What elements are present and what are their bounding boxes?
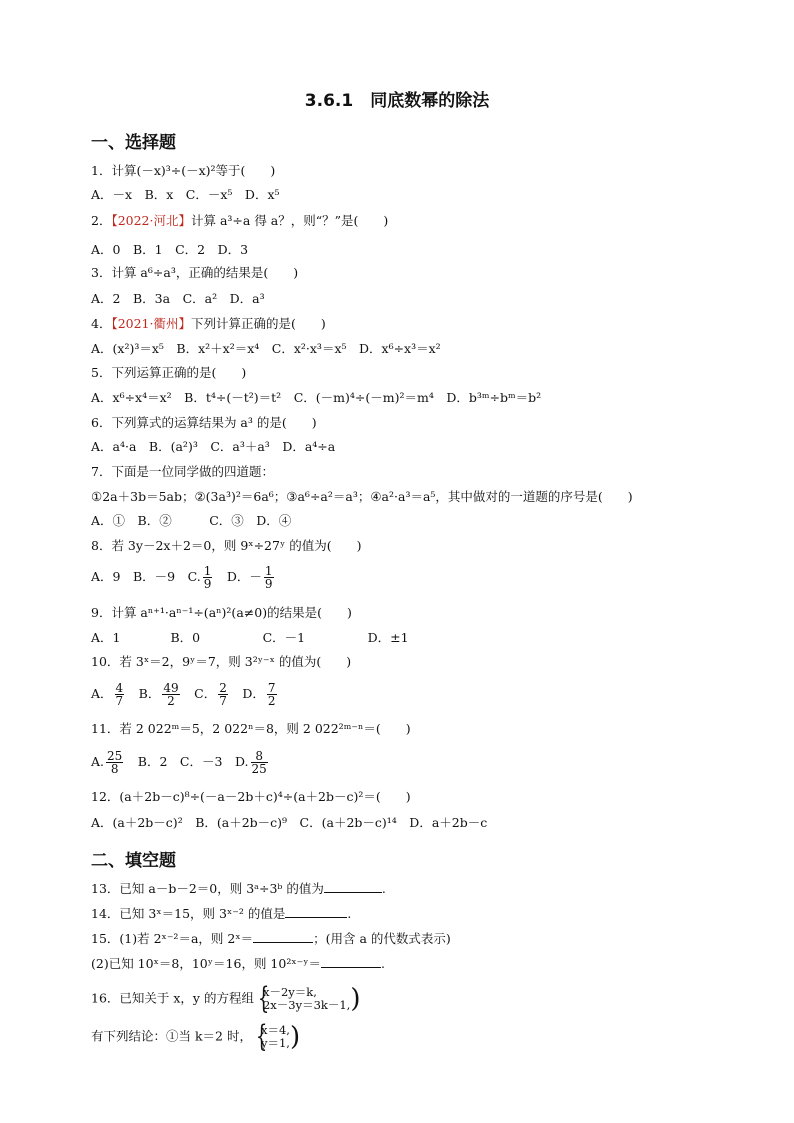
question-10: 10．若 3ˣ＝2，9ʸ＝7，则 3²ʸ⁻ˣ 的值为( ) <box>91 654 352 669</box>
fraction: $\frac{2}{7}$ <box>219 681 227 708</box>
question-15 <box>91 930 451 947</box>
equation-line: x＝4, <box>260 1023 290 1037</box>
section-heading-fill: 二、填空题 <box>91 851 176 871</box>
question-11-options <box>91 750 270 775</box>
question-8-options <box>91 565 276 590</box>
period: . <box>381 881 386 896</box>
question-1-options: A．－x B．x C．－x⁵ D．x⁵ <box>91 187 280 202</box>
close-paren: ) <box>289 1022 301 1052</box>
fraction: $\frac{1}{9}$ <box>264 564 273 591</box>
option-label: B． <box>126 686 161 701</box>
question-10-options <box>91 682 279 707</box>
fraction: $\frac{4}{7}$ <box>115 681 124 708</box>
question-5-options: A．x⁶÷x⁴＝x² B．t⁴÷(－t²)＝t² C．(－m)⁴÷(－m)²＝m⁴ D．b³ᵐ÷bᵐ＝b² <box>91 390 542 405</box>
question-4 <box>91 316 326 332</box>
option-label: C． <box>181 686 217 701</box>
question-2 <box>91 213 388 229</box>
answer-blank[interactable] <box>253 930 313 943</box>
question-16-text: 16．已知关于 x，y 的方程组 <box>91 990 254 1006</box>
question-2-options: A．0 B．1 C．2 D．3 <box>91 242 249 257</box>
question-15-part2-text: (2)已知 10ˣ＝8，10ʸ＝16，则 10²ˣ⁻ʸ＝ <box>91 956 322 971</box>
option-label: B．2 C．－3 D. <box>125 754 249 769</box>
question-14 <box>91 905 351 922</box>
question-13 <box>91 880 386 897</box>
equation-system <box>254 981 351 1016</box>
question-7-options: A．① B．② C．③ D．④ <box>91 513 292 528</box>
question-2-number: 2． <box>91 213 112 228</box>
fraction: $\frac{49}{2}$ <box>163 681 179 708</box>
section-heading-choice: 一、选择题 <box>91 133 176 153</box>
question-4-number: 4． <box>91 316 112 331</box>
question-12: 12．(a＋2b－c)⁸÷(－a－2b＋c)⁴÷(a＋2b－c)²＝( ) <box>91 789 411 804</box>
fraction: $\frac{25}{8}$ <box>107 749 123 776</box>
question-6-options: A．a⁴·a B．(a²)³ C．a³＋a³ D．a⁴÷a <box>91 439 336 454</box>
brace-icon: { <box>255 1019 268 1054</box>
question-11: 11．若 2 022ᵐ＝5，2 022ⁿ＝8，则 2 022²ᵐ⁻ⁿ＝( ) <box>91 721 411 736</box>
fraction: $\frac{8}{25}$ <box>251 749 267 776</box>
option-label: A. <box>91 754 105 769</box>
equation-line: y＝1, <box>260 1036 290 1050</box>
question-4-text: 下列计算正确的是( ) <box>191 316 326 331</box>
question-15-part2 <box>91 955 385 972</box>
brace-icon: { <box>257 981 270 1016</box>
fraction: $\frac{7}{2}$ <box>267 681 276 708</box>
question-8: 8．若 3y－2x＋2＝0，则 9ˣ÷27ʸ 的值为( ) <box>91 538 362 553</box>
question-15-text: 15．(1)若 2ˣ⁻²＝a，则 2ˣ＝ <box>91 931 254 946</box>
question-2-text: 计算 a³÷a 得 a？，则“？”是( ) <box>191 213 389 228</box>
equation-line: 2x－3y＝3k－1, <box>262 998 351 1012</box>
fraction: $\frac{1}{9}$ <box>203 564 212 591</box>
question-4-options: A．(x²)³＝x⁵ B．x²＋x²＝x⁴ C．x²·x³＝x⁵ D．x⁶÷x³＝x² <box>91 341 441 356</box>
question-1: 1．计算(－x)³÷(－x)²等于( ) <box>91 163 276 178</box>
question-3: 3．计算 a⁶÷a³，正确的结果是( ) <box>91 265 299 280</box>
question-7: 7．下面是一位同学做的四道题： <box>91 464 274 479</box>
question-14-text: 14．已知 3ˣ＝15，则 3ˣ⁻² 的值是 <box>91 906 286 921</box>
period: . <box>347 906 352 921</box>
question-13-text: 13．已知 a－b－2＝0，则 3ᵃ÷3ᵇ 的值为 <box>91 881 324 896</box>
question-9-options: A．1 B．0 C．－1 D．±1 <box>91 630 409 645</box>
option-label: A． <box>91 686 113 701</box>
question-6: 6．下列算式的运算结果为 a³ 的是( ) <box>91 415 317 430</box>
page-title: 3.6.1 同底数幂的除法 <box>304 91 490 111</box>
question-16-conclusion-text: 有下列结论：①当 k＝2 时， <box>91 1028 252 1044</box>
q8-options-ab: A．9 B．－9 C. <box>91 569 201 584</box>
equation-system <box>252 1019 290 1054</box>
close-paren: ) <box>350 984 361 1014</box>
question-7-body: ①2a＋3b＝5ab；②(3a³)²＝6a⁶；③a⁶÷a²＝a³；④a²·a³＝a⁵，其中做对的一道题的序号是( ) <box>91 489 633 504</box>
equation-line: x－2y＝k, <box>262 985 317 999</box>
question-5: 5．下列运算正确的是( ) <box>91 365 247 380</box>
answer-blank[interactable] <box>324 880 382 893</box>
question-2-source-tag: 【2022·河北】 <box>111 213 191 228</box>
question-4-source-tag: 【2021·衢州】 <box>111 316 191 331</box>
period: . <box>381 956 386 971</box>
answer-blank[interactable] <box>285 905 347 918</box>
question-12-options: A．(a＋2b－c)² B．(a＋2b－c)⁹ C．(a＋2b－c)¹⁴ D．a＋2b－c <box>91 815 488 830</box>
question-15-note: ；(用含 a 的代数式表示) <box>313 931 451 946</box>
question-16-conclusions <box>91 1019 301 1054</box>
question-9: 9．计算 aⁿ⁺¹·aⁿ⁻¹÷(aⁿ)²(a≠0)的结果是( ) <box>91 605 352 620</box>
q8-option-d: D．－ <box>214 569 262 584</box>
question-16 <box>91 981 361 1016</box>
question-3-options: A．2 B．3a C．a² D．a³ <box>91 291 265 306</box>
option-label: D． <box>229 686 265 701</box>
answer-blank[interactable] <box>321 955 381 968</box>
